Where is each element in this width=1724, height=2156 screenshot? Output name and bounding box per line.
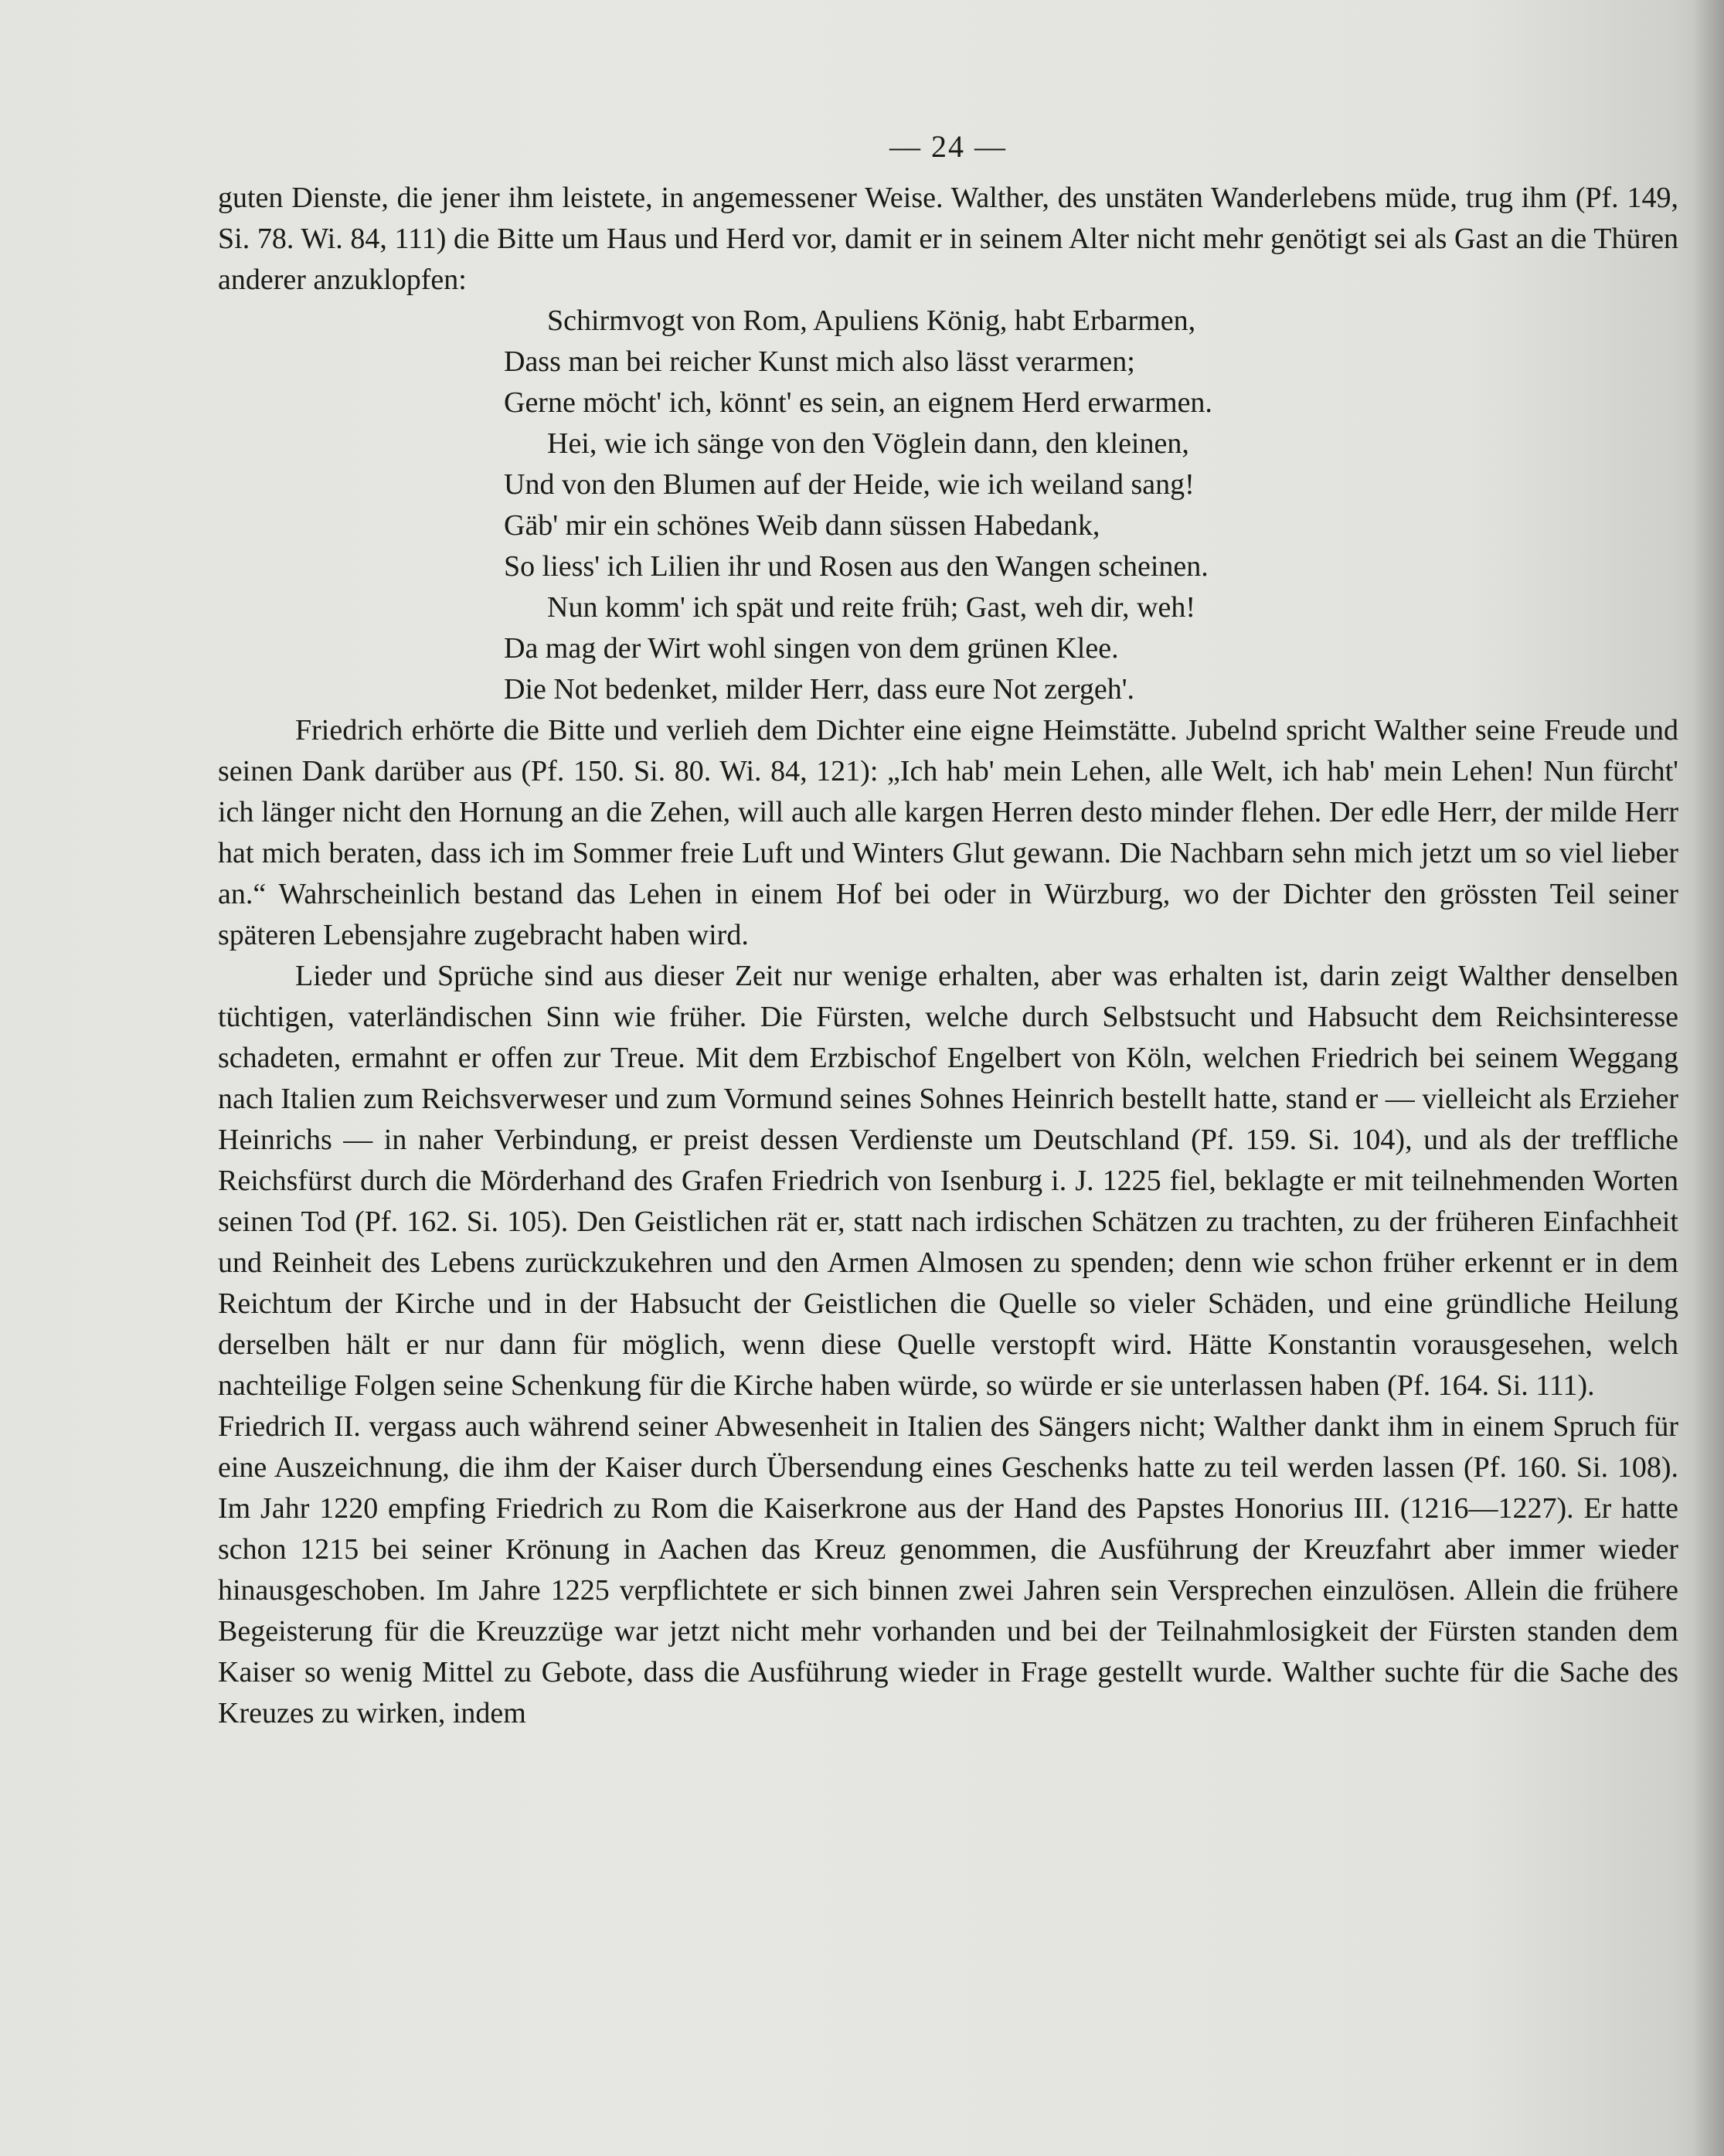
page-text <box>218 116 1678 1734</box>
paragraph-lehen: Friedrich erhörte die Bitte und verlieh dem Dichter eine eigne Heimstätte. Jubelnd spricht Walther seine Freude und seinen Dank darüber aus (Pf. 150. Si. 80. Wi. 84, 121): „Ich hab' mein Lehen, alle Welt, ich hab' mein Lehen! Nun fürcht' ich länger nicht den Hornung an die Zehen, will auch alle kargen Herren desto minder flehen. Der edle Herr, der milde Herr hat mich beraten, dass ich im Sommer freie Luft und Winters Glut gewann. Die Nachbarn sehn mich jetzt um so viel lieber an.“ Wahrscheinlich bestand das Lehen in einem Hof bei oder in Würzburg, wo der Dichter den grössten Teil seiner späteren Lebensjahre zugebracht haben wird. <box>218 714 1678 951</box>
poem-line: Nun komm' ich spät und reite früh; Gast, weh dir, weh! <box>547 591 1196 624</box>
paragraph-lieder: Lieder und Sprüche sind aus dieser Zeit nur wenige erhalten, aber was erhalten ist, darin zeigt Walther denselben tüchtigen, vaterländischen Sinn wie früher. Die Fürsten, welche durch Selbstsucht und Habsucht dem Reichsinteresse schadeten, ermahnt er offen zur Treue. Mit dem Erzbischof Engelbert von Köln, welchen Friedrich bei seinem Weggang nach Italien zum Reichsverweser und zum Vormund seines Sohnes Heinrich bestellt hatte, stand er — vielleicht als Erzieher Heinrichs — in naher Verbindung, er preist dessen Verdienste um Deutschland (Pf. 159. Si. 104), und als der treffliche Reichsfürst durch die Mörderhand des Grafen Friedrich von Isenburg i. J. 1225 fiel, beklagte er mit teilnehmenden Worten seinen Tod (Pf. 162. Si. 105). Den Geistlichen rät er, statt nach irdischen Schätzen zu trachten, zu der früheren Einfachheit und Reinheit des Lebens zurückzukehren und den Armen Almosen zu spenden; denn wie schon früher erkennt er in dem Reichtum der Kirche und in der Habsucht der Geistlichen die Quelle so vieler Schäden, und eine gründliche Heilung derselben hält er nur dann für möglich, wenn diese Quelle verstopft wird. Hätte Konstantin vorausgesehen, welch nachteilige Folgen seine Schenkung für die Kirche haben würde, so würde er sie unterlassen haben (Pf. 164. Si. 111). <box>218 960 1678 1402</box>
page-edge-shadow <box>1693 0 1724 2156</box>
poem-line: Da mag der Wirt wohl singen von dem grünen Klee. <box>504 632 1119 665</box>
poem-line: So liess' ich Lilien ihr und Rosen aus den Wangen scheinen. <box>504 550 1209 583</box>
paragraph-friedrich: Friedrich II. vergass auch während seiner Abwesenheit in Italien des Sängers nicht; Walther dankt ihm in einem Spruch für eine Auszeichnung, die ihm der Kaiser durch Übersendung eines Geschenks hatte zu teil werden lassen (Pf. 160. Si. 108). Im Jahr 1220 empfing Friedrich zu Rom die Kaiserkrone aus der Hand des Papstes Honorius III. (1216—1227). Er hatte schon 1215 bei seiner Krönung in Aachen das Kreuz genommen, die Ausführung der Kreuzfahrt aber immer wieder hinausgeschoben. Im Jahre 1225 verpflichtete er sich binnen zwei Jahren sein Versprechen einzulösen. Allein die frühere Begeisterung für die Kreuzzüge war jetzt nicht mehr vorhanden und bei der Teilnahmlosigkeit der Fürsten standen dem Kaiser so wenig Mittel zu Gebote, dass die Ausführung wieder in Frage gestellt wurde. Walther suchte für die Sache des Kreuzes zu wirken, indem <box>218 1410 1678 1729</box>
poem <box>218 301 1678 710</box>
poem-line: Die Not bedenket, milder Herr, dass eure Not zergeh'. <box>504 673 1135 706</box>
poem-line: Dass man bei reicher Kunst mich also lässt verarmen; <box>504 345 1135 378</box>
poem-line: Hei, wie ich sänge von den Vöglein dann, den kleinen, <box>547 427 1189 460</box>
poem-line: Und von den Blumen auf der Heide, wie ich weiland sang! <box>504 468 1195 501</box>
page-number: — 24 — <box>889 129 1007 164</box>
intro-paragraph: guten Dienste, die jener ihm leistete, in angemessener Weise. Walther, des unstäten Wanderlebens müde, trug ihm (Pf. 149, Si. 78. Wi. 84, 111) die Bitte um Haus und Herd vor, damit er in seinem Alter nicht mehr genötigt sei als Gast an die Thüren anderer anzuklopfen: <box>218 182 1678 296</box>
poem-line: Gerne möcht' ich, könnt' es sein, an eignem Herd erwarmen. <box>504 386 1212 419</box>
poem-line: Schirmvogt von Rom, Apuliens König, habt Erbarmen, <box>547 304 1196 337</box>
poem-line: Gäb' mir ein schönes Weib dann süssen Habedank, <box>504 509 1100 542</box>
